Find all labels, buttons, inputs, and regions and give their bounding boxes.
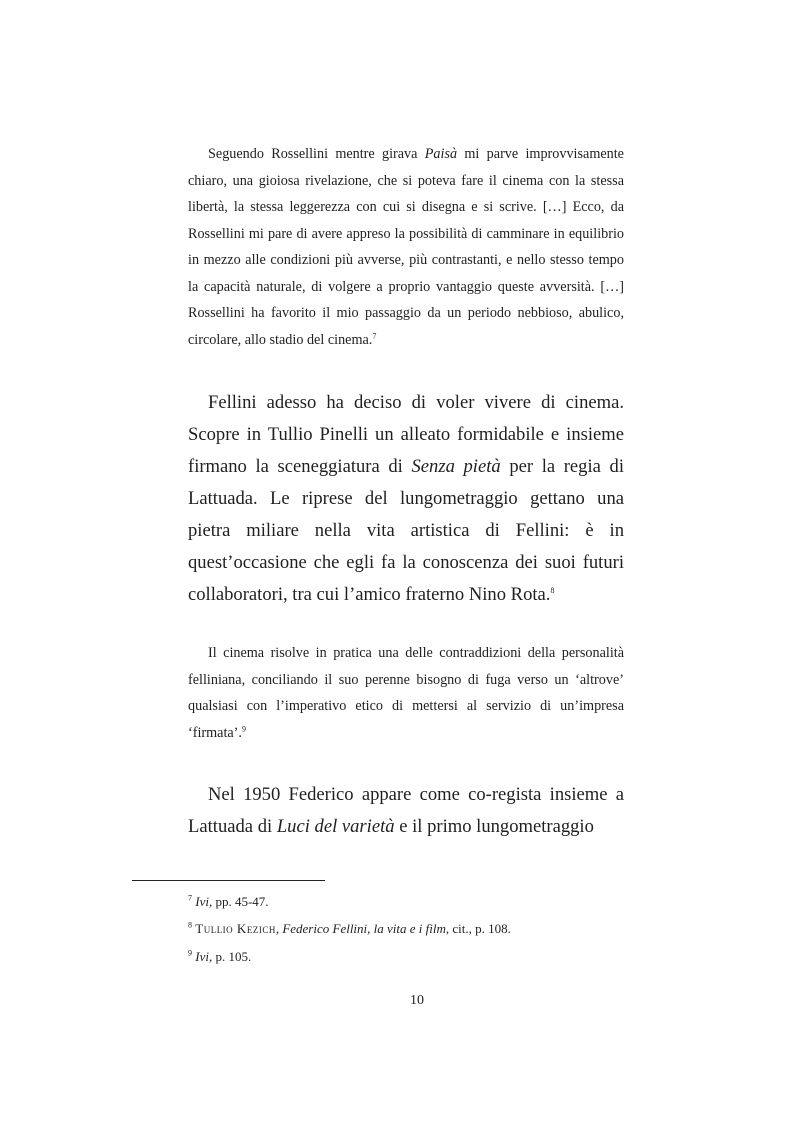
paragraph-text: Nel 1950 Federico appare come co-regista insieme a Lattuada di xyxy=(188,784,624,837)
paragraph-text-continued: per la regia di Lattuada. Le riprese del lungometraggio gettano una pietra miliare nella vita artistica di Fellini: è in quest’occasione che egli fa la conoscenza dei suoi futuri collaboratori, tra cui l’amico fraterno Nino Rota. xyxy=(188,456,624,605)
footnote-separator-text: , xyxy=(275,921,283,936)
footnote-number: 7 xyxy=(188,893,192,903)
footnote-book-title: Federico Fellini, la vita e i film xyxy=(282,921,446,936)
body-paragraph-pinelli xyxy=(188,387,624,611)
footnote-number: 8 xyxy=(188,920,192,930)
paragraph-text-continued: e il primo lungometraggio xyxy=(394,816,594,837)
footnote-ref-8[interactable]: 8 xyxy=(550,585,555,595)
footnote-8 xyxy=(188,921,511,937)
footnote-author: Tullio Kezich xyxy=(195,921,276,936)
footnote-ivi: Ivi xyxy=(195,949,209,964)
footnote-number: 9 xyxy=(188,948,192,958)
footnote-separator xyxy=(132,880,325,881)
footnote-9 xyxy=(188,949,251,965)
body-paragraph-1950 xyxy=(188,779,624,843)
footnote-7 xyxy=(188,894,269,910)
quote-text-continued: mi parve improvvisamente chiaro, una gioiosa rivelazione, che si poteva fare il cinema con la stessa libertà, la stessa leggerezza con cui si disegna e si scrive. […] Ecco, da Rossellini mi pare di avere appreso la possibilità di camminare in equilibrio in mezzo alle condizioni più avverse, più contrastanti, e nello stesso tempo la capacità naturale, di volgere a proprio vantaggio queste avversità. […] Rossellini ha favorito il mio passaggio da un periodo nebbioso, abulico, circolare, allo stadio del cinema. xyxy=(188,146,624,348)
paragraph-text: Fellini adesso ha deciso di voler vivere di cinema. Scopre in Tullio Pinelli un alleato formidabile e insieme firmano la sceneggiatura di xyxy=(188,392,624,477)
quote-text: Il cinema risolve in pratica una delle contraddizioni della personalità felliniana, conciliando il suo perenne bisogno di fuga verso un ‘altrove’ qualsiasi con l’imperativo etico di mettersi al servizio di un’impresa ‘firmata’. xyxy=(188,645,624,741)
footnote-text: , pp. 45-47. xyxy=(208,894,269,909)
footnote-text: , cit., p. 108. xyxy=(445,921,511,936)
footnote-ref-9[interactable]: 9 xyxy=(241,723,246,733)
footnote-ref-7[interactable]: 7 xyxy=(372,330,377,340)
block-quote-rossellini xyxy=(188,141,624,353)
film-title-luci-del-varieta: Luci del varietà xyxy=(276,816,395,837)
block-quote-cinema xyxy=(188,640,624,746)
footnote-text: , p. 105. xyxy=(208,949,252,964)
footnote-ivi: Ivi xyxy=(195,894,209,909)
quote-text: Seguendo Rossellini mentre girava xyxy=(208,146,425,162)
film-title-paisa: Paisà xyxy=(424,146,458,162)
film-title-senza-pieta: Senza pietà xyxy=(411,456,501,477)
page-number: 10 xyxy=(410,993,424,1008)
